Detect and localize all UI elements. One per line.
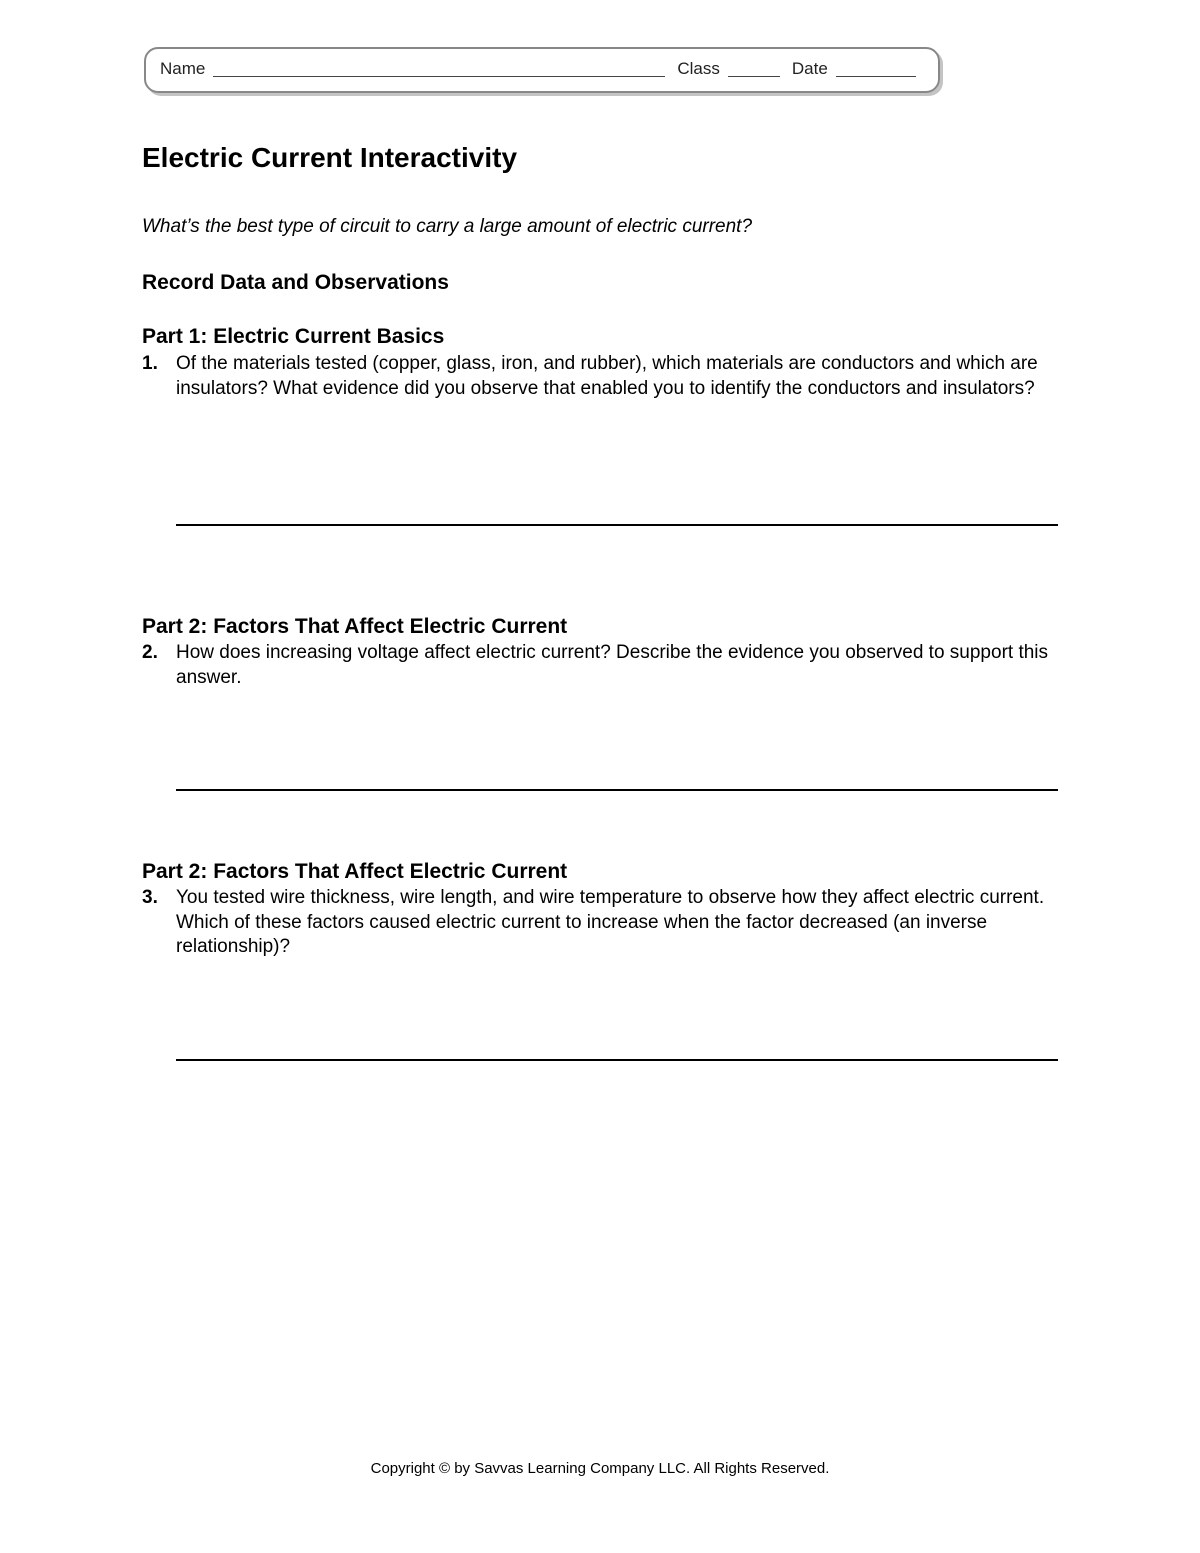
date-field-line[interactable] [836,75,916,77]
class-label: Class [677,59,720,78]
page-title: Electric Current Interactivity [142,142,518,173]
answer-line-2[interactable] [176,789,1058,791]
part-2-heading: Part 2: Factors That Affect Electric Current [142,615,568,638]
name-class-date-box [144,47,940,93]
date-label: Date [791,59,828,78]
part-1-heading: Part 1: Electric Current Basics [142,325,445,348]
class-field-line[interactable] [728,75,780,77]
section-heading: Record Data and Observations [142,271,449,294]
question-2-text: How does increasing voltage affect electric current? Describe the evidence you observed to support this answer. [176,642,1049,688]
name-label: Name [160,59,206,78]
question-3-number: 3. [142,887,158,908]
name-field-line[interactable] [213,75,665,77]
answer-line-3[interactable] [176,1059,1058,1061]
question-1-text: Of the materials tested (copper, glass, iron, and rubber), which materials are conductors and which are insulators? What evidence did you observe that enabled you to identify the conductors and insulators? [176,353,1038,399]
answer-line-1[interactable] [176,524,1058,526]
part-3-heading: Part 2: Factors That Affect Electric Current [142,860,568,883]
question-1 [142,352,1062,401]
question-1-number: 1. [142,353,158,374]
question-3-text: You tested wire thickness, wire length, and wire temperature to observe how they affect electric current. Which of these factors caused electric current to increase when the factor decreased (an inverse relationship)? [176,887,1045,957]
question-3 [142,886,1062,960]
question-2 [142,641,1062,690]
copyright-footer: Copyright © by Savvas Learning Company LLC. All Rights Reserved. [370,1460,830,1477]
guiding-question: What’s the best type of circuit to carry a large amount of electric current? [142,216,753,237]
question-2-number: 2. [142,642,158,663]
